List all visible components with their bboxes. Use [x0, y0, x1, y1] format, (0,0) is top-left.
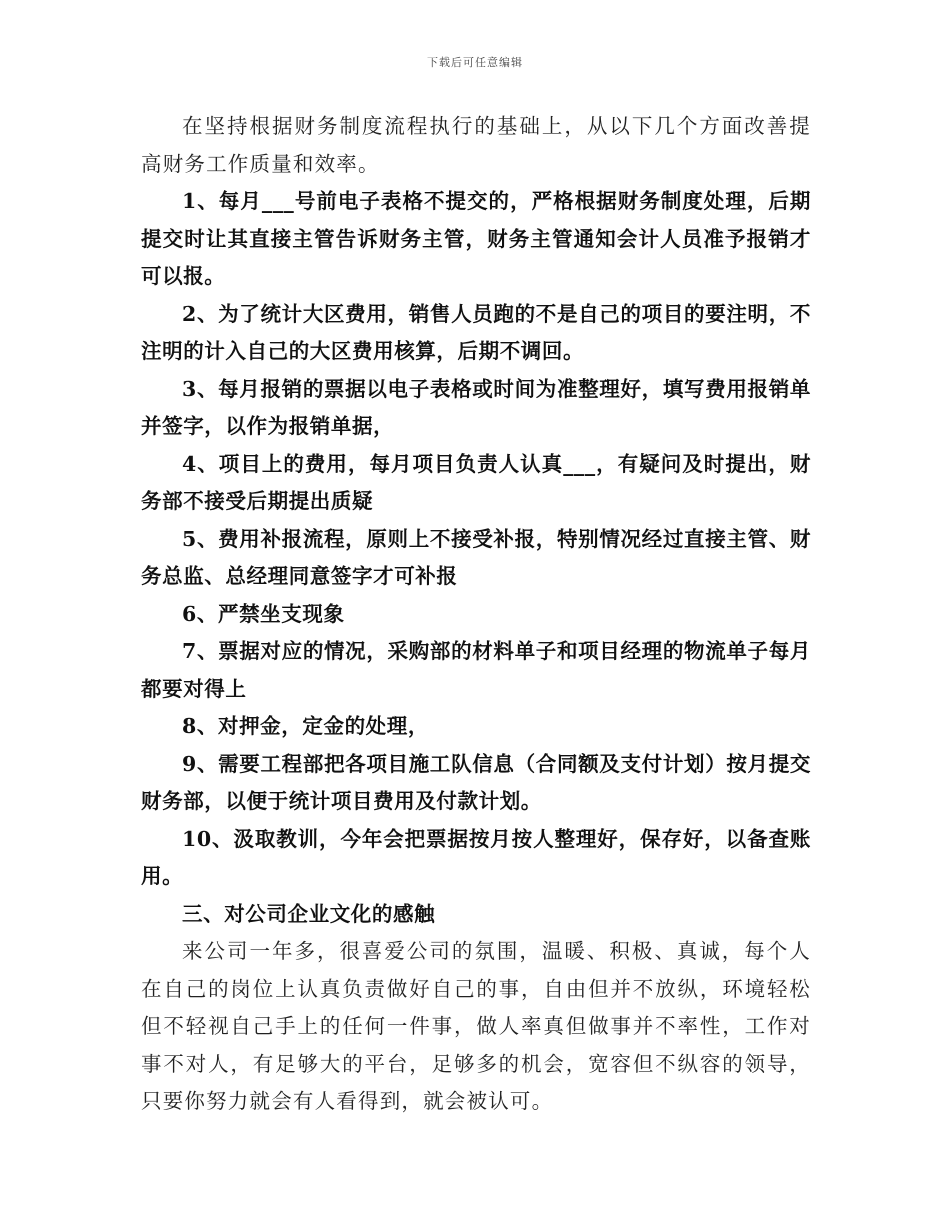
paragraph-item-10: 10、汲取教训，今年会把票据按月按人整理好，保存好，以备查账用。 [141, 826, 811, 888]
paragraph-item-5: 5、费用补报流程，原则上不接受补报，特别情况经过直接主管、财务总监、总经理同意签字才可补报 [141, 526, 811, 588]
paragraph-intro: 在坚持根据财务制度流程执行的基础上，从以下几个方面改善提高财务工作质量和效率。 [141, 114, 811, 176]
paragraph-item-3: 3、每月报销的票据以电子表格或时间为准整理好，填写费用报销单并签字，以作为报销单据， [141, 376, 811, 438]
paragraph-item-6: 6、严禁坐支现象 [182, 601, 345, 626]
paragraph-item-9: 9、需要工程部把各项目施工队信息（合同额及支付计划）按月提交财务部，以便于统计项目费用及付款计划。 [141, 751, 811, 813]
section-heading-culture: 三、对公司企业文化的感触 [182, 901, 436, 926]
paragraph-culture: 来公司一年多，很喜爱公司的氛围，温暖、积极、真诚，每个人在自己的岗位上认真负责做好自己的事，自由但并不放纵，环境轻松但不轻视自己手上的任何一件事，做人率真但做事并不率性，工作对事不对人，有足够大的平台，足够多的机会，宽容但不纵容的领导，只要你努力就会有人看得到，就会被认可。 [141, 939, 811, 1113]
paragraph-item-7: 7、票据对应的情况，采购部的材料单子和项目经理的物流单子每月都要对得上 [141, 639, 811, 701]
document-body [141, 108, 811, 1121]
paragraph-item-1: 1、每月___号前电子表格不提交的，严格根据财务制度处理，后期提交时让其直接主管告诉财务主管，财务主管通知会计人员准予报销才可以报。 [141, 189, 811, 288]
paragraph-item-8: 8、对押金，定金的处理， [182, 714, 429, 738]
page-header-note: 下载后可任意编辑 [427, 56, 523, 69]
paragraph-item-2: 2、为了统计大区费用，销售人员跑的不是自己的项目的要注明，不注明的计入自己的大区费用核算，后期不调回。 [141, 301, 811, 363]
paragraph-item-4: 4、项目上的费用，每月项目负责人认真___，有疑问及时提出，财务部不接受后期提出质疑 [141, 451, 811, 513]
